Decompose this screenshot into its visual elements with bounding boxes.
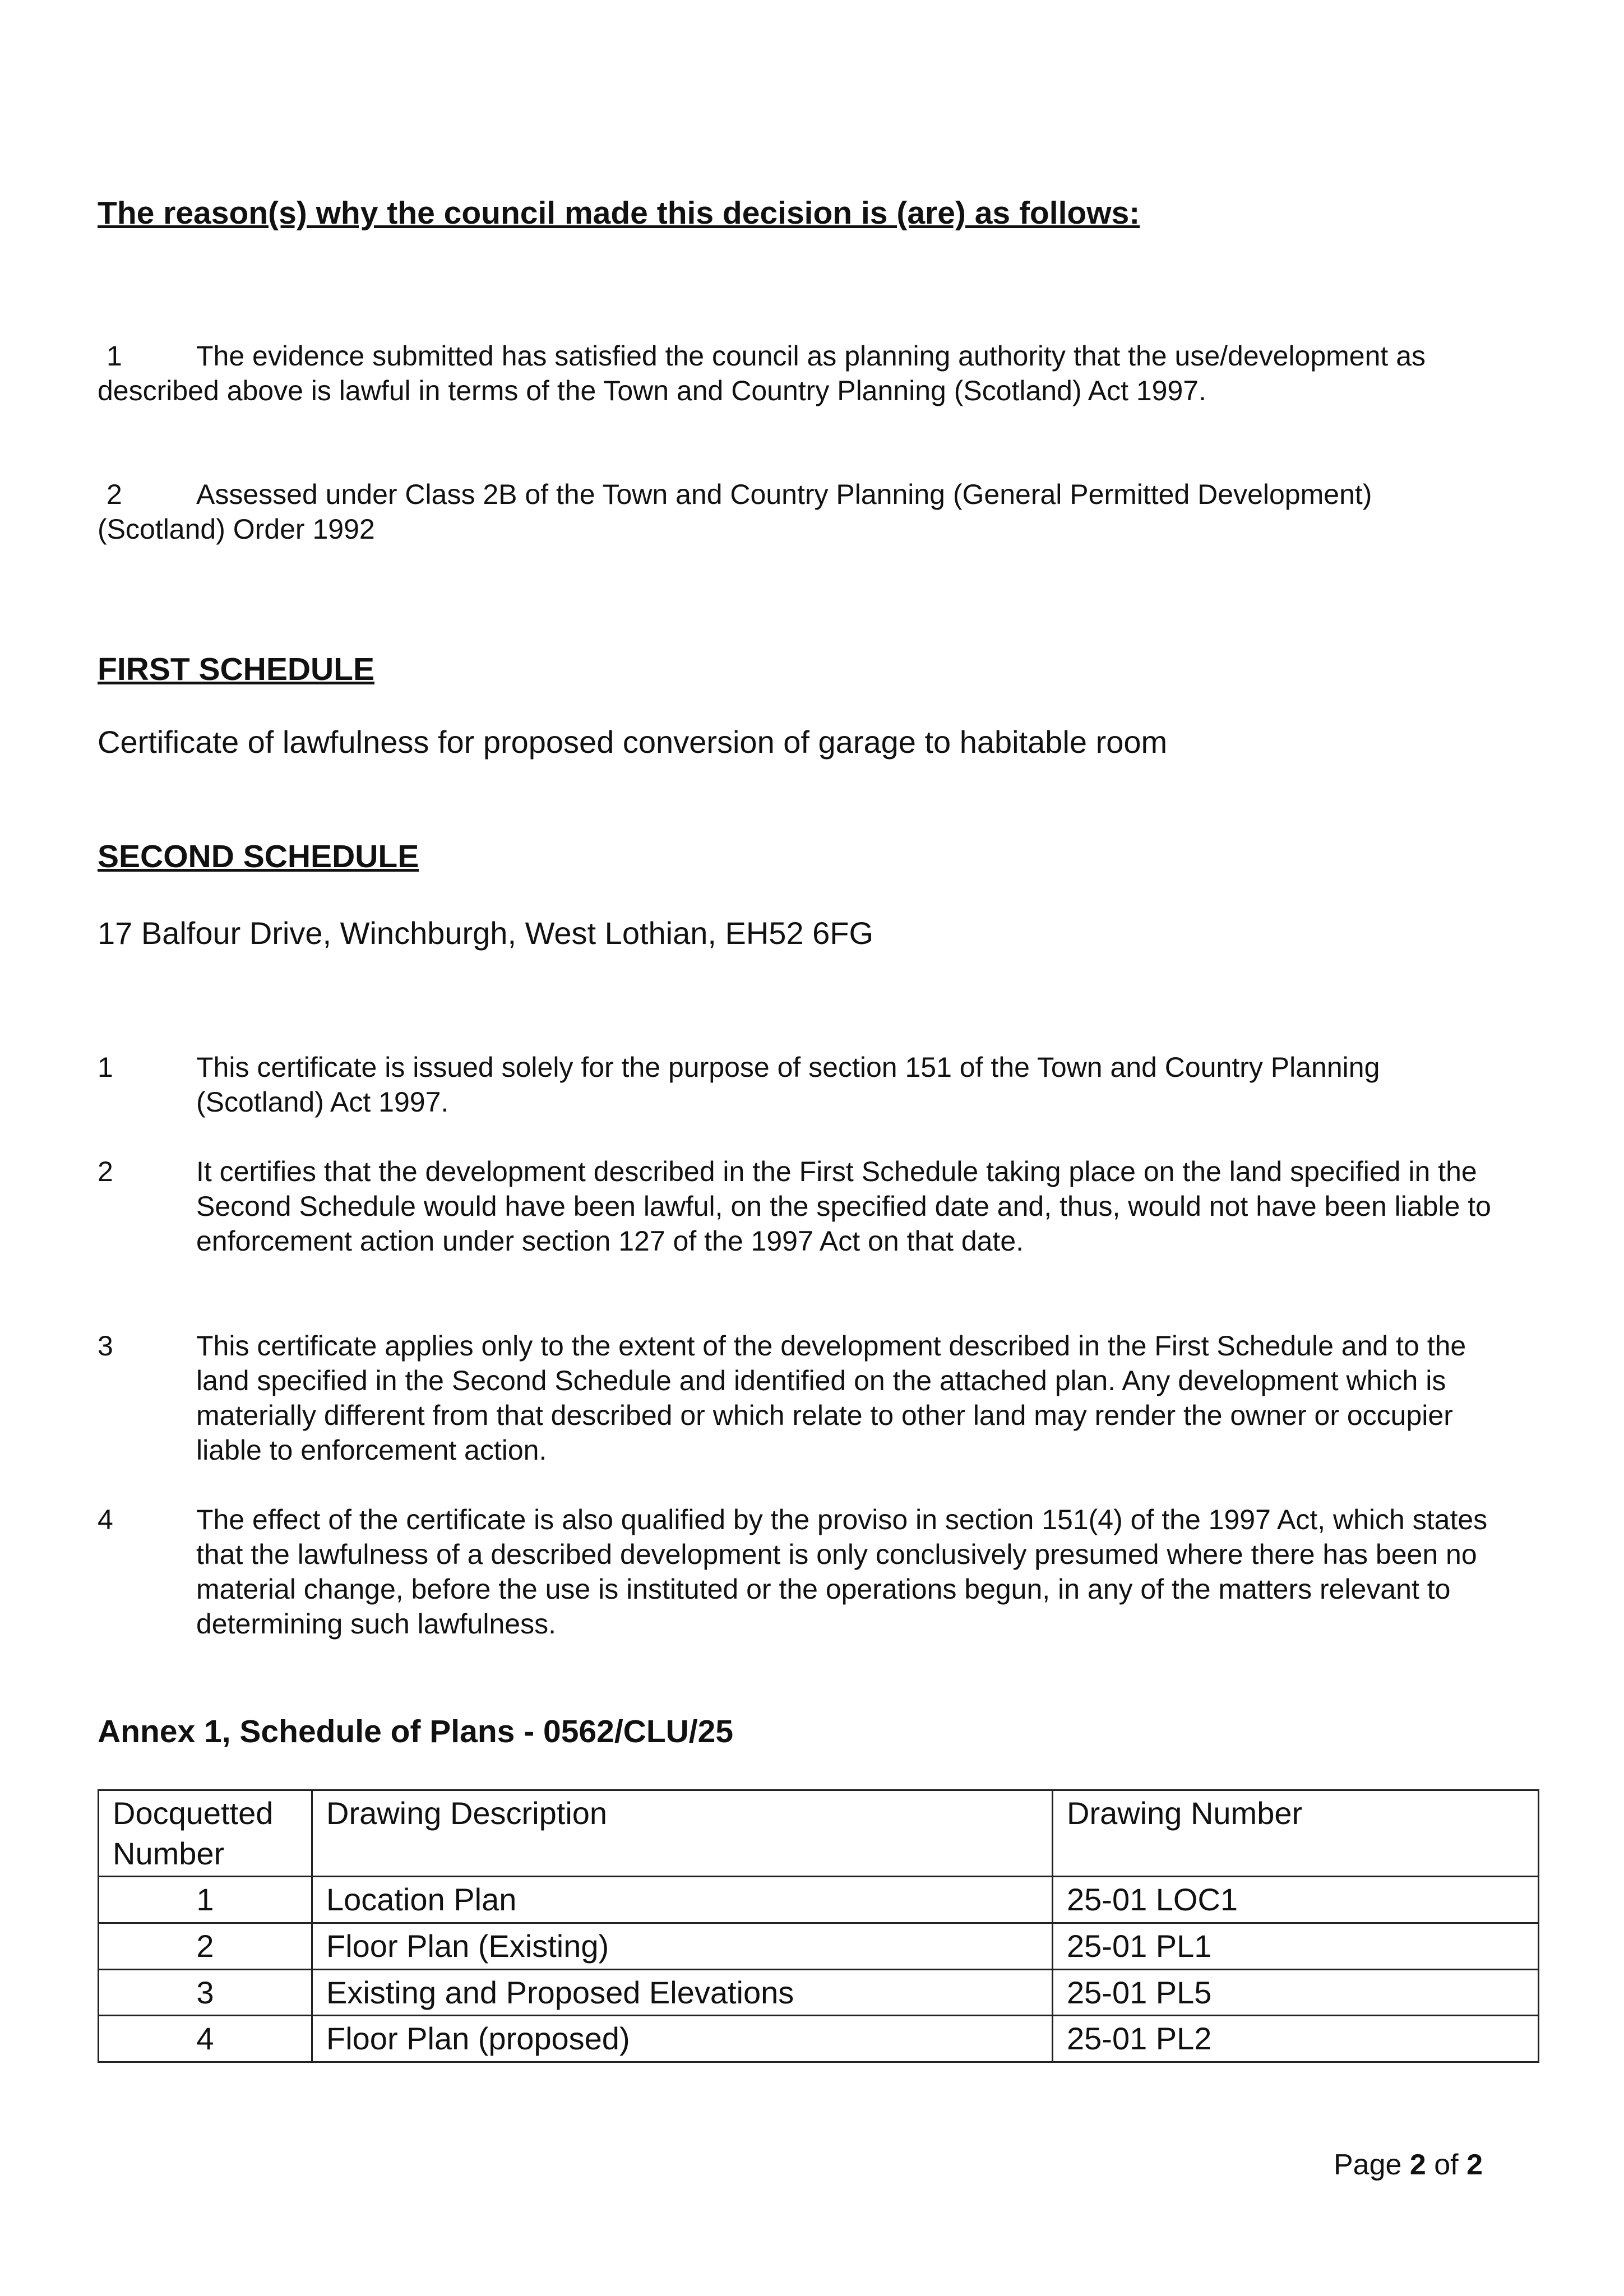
certificate-note [98,1050,1499,1119]
docquetted-number-cell: 2 [99,1923,312,1970]
docquetted-number-cell: 3 [99,1969,312,2016]
drawing-number-cell: 25-01 PL5 [1053,1969,1539,2016]
table-row [99,1923,1539,1970]
docquetted-number-cell: 4 [99,2016,312,2062]
reason-item [98,477,1488,547]
drawing-number-cell: 25-01 PL1 [1053,1923,1539,1970]
table-row [99,2016,1539,2062]
drawing-description-cell: Floor Plan (Existing) [312,1923,1053,1970]
table-row [99,1877,1539,1923]
second-schedule-heading: SECOND SCHEDULE [98,839,419,874]
drawing-description-cell: Floor Plan (proposed) [312,2016,1053,2062]
column-header-drawing-description: Drawing Description [312,1790,1053,1877]
page-number [1334,2148,1483,2182]
reason-number: 2 [107,479,122,510]
reason-text: The evidence submitted has satisfied the council as planning authority that the use/development as described above is lawful in terms of the Town and Country Planning (Scotland) Act 1997. [98,340,1426,406]
page-total: 2 [1466,2149,1483,2181]
note-number: 2 [98,1156,113,1187]
page-current: 2 [1409,2149,1426,2181]
note-text: This certificate is issued solely for the purpose of section 151 of the Town and Country Planning (Scotland) Act 1997. [196,1052,1380,1118]
note-number: 1 [98,1052,113,1083]
second-schedule-address: 17 Balfour Drive, Winchburgh, West Lothian, EH52 6FG [98,915,874,951]
drawing-number-cell: 25-01 PL2 [1053,2016,1539,2062]
note-text: It certifies that the development described in the First Schedule taking place on the land specified in the Second Schedule would have been lawful, on the specified date and, thus, would not have been liable to enforcement action under section 127 of the 1997 Act on that date. [196,1156,1491,1257]
certificate-note [98,1154,1499,1258]
drawing-description-cell: Location Plan [312,1877,1053,1923]
reasons-heading: The reason(s) why the council made this decision is (are) as follows: [98,195,1140,231]
table-row [99,1969,1539,2016]
note-number: 4 [98,1504,113,1535]
page-of: of [1434,2149,1459,2181]
reason-text: Assessed under Class 2B of the Town and Country Planning (General Permitted Development)(Scotland) Order 1992 [98,479,1372,545]
first-schedule-heading: FIRST SCHEDULE [98,651,375,687]
table-header-row [99,1790,1539,1877]
first-schedule-text: Certificate of lawfulness for proposed conversion of garage to habitable room [98,724,1168,760]
column-header-docquetted-number: Docquetted Number [99,1790,312,1877]
note-text: This certificate applies only to the extent of the development described in the First Schedule and to the land specified in the Second Schedule and identified on the attached plan. Any development which is materially different from that described or which relate to other land may render the owner or occupier liable to enforcement action. [196,1330,1466,1466]
page-prefix: Page [1333,2149,1402,2181]
drawing-number-cell: 25-01 LOC1 [1053,1877,1539,1923]
certificate-note [98,1502,1499,1641]
note-number: 3 [98,1330,113,1362]
reason-number: 1 [107,340,122,372]
annex-heading: Annex 1, Schedule of Plans - 0562/CLU/25 [98,1714,734,1749]
note-text: The effect of the certificate is also qualified by the proviso in section 151(4) of the 1997 Act, which states that the lawfulness of a described development is only conclusively presumed where there has been no material change, before the use is instituted or the operations begun, in any of the matters relevant to determining such lawfulness. [196,1504,1488,1640]
schedule-of-plans-table [98,1789,1539,2063]
column-header-drawing-number: Drawing Number [1053,1790,1539,1877]
docquetted-number-cell: 1 [99,1877,312,1923]
reason-item [98,339,1488,408]
certificate-note [98,1328,1499,1468]
drawing-description-cell: Existing and Proposed Elevations [312,1969,1053,2016]
